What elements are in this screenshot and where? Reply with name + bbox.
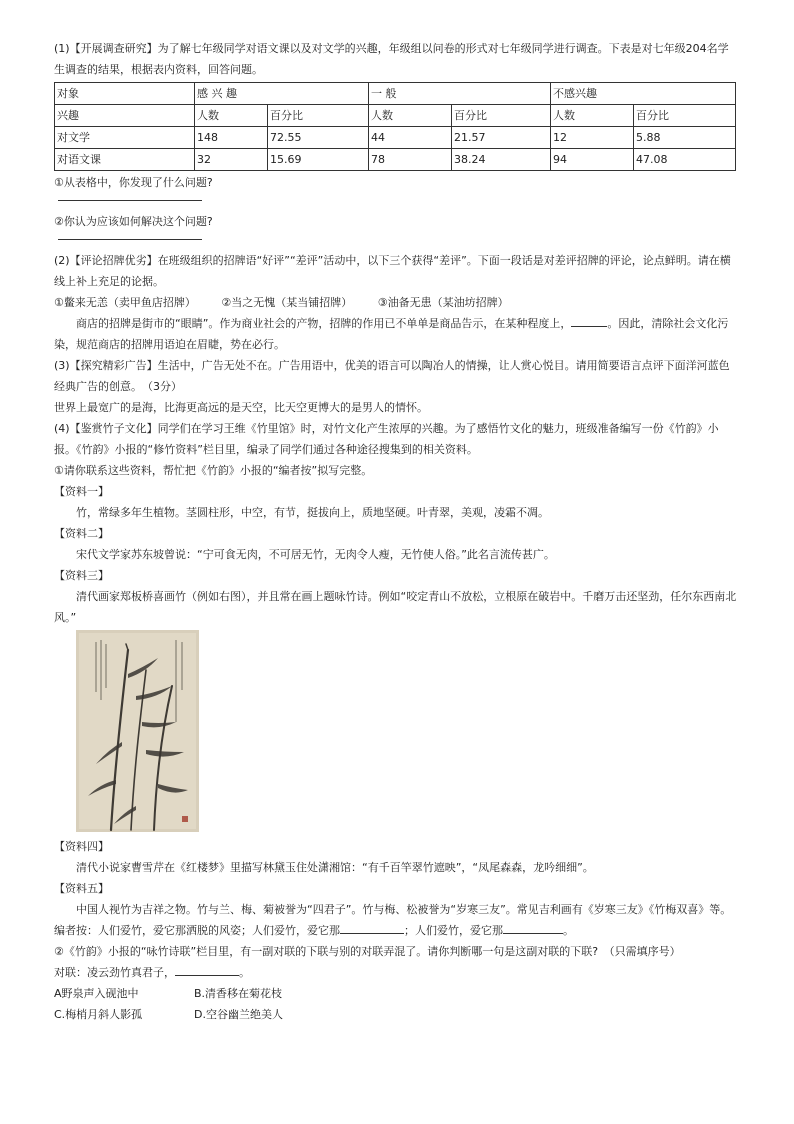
choice-b[interactable]: B.清香移在菊花枝: [194, 987, 283, 1000]
material-4: 清代小说家曹雪芹在《红楼梦》里描写林黛玉住处潇湘馆：“有千百竿翠竹遮映”，“凤尾森森，龙吟细细”。: [76, 861, 594, 874]
material-3-title: 【资料三】: [54, 569, 109, 582]
table-row: [55, 83, 736, 105]
editor-note: [54, 920, 738, 941]
couplet-b: 。: [239, 966, 250, 979]
table-cell: 不感兴趣: [551, 83, 736, 105]
table-cell: 47.08: [634, 149, 736, 171]
table-cell: 一 般: [369, 83, 551, 105]
table-cell: 72.55: [268, 127, 369, 149]
answer-line[interactable]: [58, 199, 202, 201]
q2-option: ③油备无患（某油坊招牌）: [377, 296, 509, 309]
q2-intro: (2)【评论招牌优劣】在班级组织的招牌语“好评”“差评”活动中，以下三个获得“差评”。下面一段话是对差评招牌的评论，论点鲜明。请在横线上补上充足的论据。: [54, 254, 731, 288]
q1-sub1: ①从表格中，你发现了什么问题?: [54, 176, 213, 189]
q2-option: ②当之无愧（某当铺招牌）: [221, 296, 353, 309]
q3-intro: (3)【探究精彩广告】生活中，广告无处不在。广告用语中，优美的语言可以陶冶人的情操，让人赏心悦目。请用简要语言点评下面洋河蓝色经典广告的创意。 （3分）: [54, 359, 730, 393]
q1-sub2: ②你认为应该如何解决这个问题?: [54, 215, 213, 228]
q1-intro: (1)【开展调查研究】为了解七年级同学对语文课以及对文学的兴趣，年级组以问卷的形式对七年级同学进行调查。下表是对七年级204名学生调查的结果，根据表内资料，回答问题。: [54, 42, 729, 76]
choice-row: [54, 983, 738, 1004]
table-cell: 15.69: [268, 149, 369, 171]
table-cell: 5.88: [634, 127, 736, 149]
q4-sub1: ①请你联系这些资料，帮忙把《竹韵》小报的“编者按”拟写完整。: [54, 464, 373, 477]
table-cell: 对文学: [55, 127, 195, 149]
editor-note-b: ；人们爱竹，爱它那: [404, 924, 503, 937]
choice-row: [54, 1004, 738, 1025]
q2-paragraph: [54, 313, 738, 355]
q4-sub2: ②《竹韵》小报的“咏竹诗联”栏目里，有一副对联的下联与别的对联弄混了。请你判断哪一句是这副对联的下联? （只需填序号）: [54, 945, 681, 958]
table-cell: 78: [369, 149, 452, 171]
material-2: 宋代文学家苏东坡曾说：“宁可食无肉，不可居无竹，无肉令人瘦，无竹使人俗。”此名言流传甚广。: [76, 548, 555, 561]
survey-table: [54, 82, 736, 171]
couplet-a: 对联：凌云劲竹真君子，: [54, 966, 175, 979]
table-cell: 21.57: [452, 127, 551, 149]
table-cell: 38.24: [452, 149, 551, 171]
table-cell: 人数: [195, 105, 268, 127]
table-cell: 人数: [551, 105, 634, 127]
choice-c[interactable]: C.梅梢月斜人影孤: [54, 1008, 143, 1021]
choice-a[interactable]: A野泉声入砚池中: [54, 987, 139, 1000]
bamboo-painting: [76, 630, 199, 832]
material-3: 清代画家郑板桥喜画竹（例如右图），并且常在画上题咏竹诗。例如“咬定青山不放松，立根原在破岩中。千磨万击还坚劲，任尔东西南北风。”: [54, 590, 737, 624]
table-cell: 94: [551, 149, 634, 171]
fill-blank[interactable]: [340, 920, 404, 934]
table-cell: 对语文课: [55, 149, 195, 171]
q2-para-after: 。因此，清除社会文化污染，规范商店的招牌用语迫在眉睫，势在必行。: [54, 317, 729, 351]
fill-blank[interactable]: [503, 920, 563, 934]
table-cell: 感 兴 趣: [195, 83, 369, 105]
q2-option: ①鳖来无恙（卖甲鱼店招牌）: [54, 296, 196, 309]
material-1: 竹，常绿多年生植物。茎圆柱形，中空，有节，挺拔向上，质地坚硬。叶青翠，美观，凌霜不凋。: [76, 506, 549, 519]
table-cell: 44: [369, 127, 452, 149]
table-cell: 百分比: [452, 105, 551, 127]
couplet: [54, 962, 738, 983]
q4-intro: (4)【鉴赏竹子文化】同学们在学习王维《竹里馆》时，对竹文化产生浓厚的兴趣。为了感悟竹文化的魅力，班级准备编写一份《竹韵》小报。《竹韵》小报的“修竹资料”栏目里，编录了同学们通过各种途径搜集到的相关资料。: [54, 422, 719, 456]
material-4-title: 【资料四】: [54, 840, 109, 853]
material-5-title: 【资料五】: [54, 882, 109, 895]
table-cell: 兴趣: [55, 105, 195, 127]
fill-blank[interactable]: [175, 962, 239, 976]
q2-para-before: 商店的招牌是街市的“眼睛”。作为商业社会的产物，招牌的作用已不单单是商品告示，在某种程度上，: [76, 317, 572, 330]
answer-line[interactable]: [58, 238, 202, 240]
table-cell: 人数: [369, 105, 452, 127]
table-row: [55, 105, 736, 127]
table-cell: 百分比: [268, 105, 369, 127]
table-cell: 148: [195, 127, 268, 149]
bamboo-painting-image: [76, 630, 199, 832]
q2-options: [54, 292, 738, 313]
editor-note-a: 编者按：人们爱竹，爱它那洒脱的风姿；人们爱竹，爱它那: [54, 924, 340, 937]
material-2-title: 【资料二】: [54, 527, 109, 540]
fill-blank[interactable]: [571, 313, 607, 327]
editor-note-c: 。: [563, 924, 574, 937]
material-5: 中国人视竹为吉祥之物。竹与兰、梅、菊被誉为“四君子”。竹与梅、松被誉为“岁寒三友”。常见吉利画有《岁寒三友》《竹梅双喜》等。: [76, 903, 732, 916]
table-cell: 32: [195, 149, 268, 171]
table-cell: 对象: [55, 83, 195, 105]
table-cell: 百分比: [634, 105, 736, 127]
choice-d[interactable]: D.空谷幽兰绝美人: [194, 1008, 283, 1021]
table-cell: 12: [551, 127, 634, 149]
table-row: [55, 149, 736, 171]
material-1-title: 【资料一】: [54, 485, 109, 498]
table-row: [55, 127, 736, 149]
q3-ad-text: 世界上最宽广的是海，比海更高远的是天空，比天空更博大的是男人的情怀。: [54, 401, 428, 414]
